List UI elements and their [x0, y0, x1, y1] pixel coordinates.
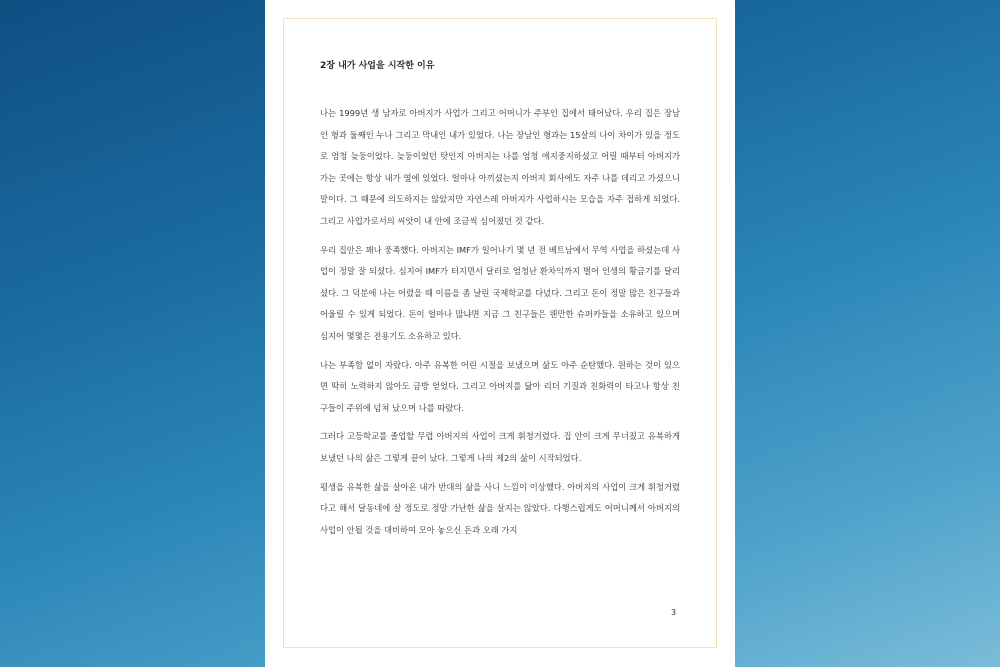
- body-text: [320, 103, 680, 548]
- chapter-title: 2장 내가 사업을 시작한 이유: [320, 61, 435, 71]
- page-number: 3: [671, 608, 677, 617]
- document-page: [265, 0, 735, 667]
- paragraph: 평생을 유복한 삶을 살아온 내가 반대의 삶을 사니 느낌이 이상했다. 아버지의 사업이 크게 휘청거렸다고 해서 달동네에 살 정도로 정말 가난한 삶을 살지는 않았다. 다행스럽게도 어머니께서 아버지의 사업이 안될 것을 대비하여 모아 놓으신 돈과 오래 가지: [320, 481, 680, 535]
- paragraph: 우리 집안은 꽤나 풍족했다. 아버지는 IMF가 일어나기 몇 년 전 베트남에서 무역 사업을 하셨는데 사업이 정말 잘 되셨다. 심지어 IMF가 터지면서 달러로 엄청난 환차익까지 벌어 인생의 황금기를 달리셨다. 그 덕분에 나는 어렸을 때 이름을 좀 날린 국제학교를 다녔다. 그리고 돈이 정말 많은 친구들과 어울릴 수 있게 되었다. 돈이 얼마나 많냐면 지금 그 친구들은 웬만한 슈퍼카들을 소유하고 있으며 심지어 몇몇은 전용기도 소유하고 있다.: [320, 244, 680, 341]
- paragraph: 나는 1999년 생 남자로 아버지가 사업가 그리고 어머니가 주부인 집에서 태어났다. 우리 집은 장남인 형과 둘째인 누나 그리고 막내인 내가 있었다. 나는 장남인 형과는 15살의 나이 차이가 있을 정도로 엄청 늦둥이었다. 늦둥이었던 탓인지 아버지는 나를 엄청 애지중지하셨고 어릴 때부터 아버지가 가는 곳에는 항상 내가 옆에 있었다. 얼마나 아끼셨는지 아버지 회사에도 자주 나를 데리고 가셨으니 말이다. 그 때문에 의도하지는 않았지만 자연스레 아버지가 사업하시는 모습을 자주 접하게 되었다. 그리고 사업가로서의 씨앗이 내 안에 조금씩 심어졌던 것 같다.: [320, 108, 680, 226]
- paragraph: 그러다 고등학교를 졸업할 무렵 아버지의 사업이 크게 휘청거렸다. 집 안이 크게 무너졌고 유복하게 보냈던 나의 삶은 그렇게 끝이 났다. 그렇게 나의 제2의 삶이 시작되었다.: [320, 431, 680, 463]
- paragraph: 나는 부족함 없이 자랐다. 아주 유복한 어린 시절을 보냈으며 삶도 아주 순탄했다. 원하는 것이 있으면 딱히 노력하지 않아도 금방 얻었다. 그리고 아버지를 닮아 리더 기질과 친화력이 타고나 항상 친구들이 주위에 넘쳐 났으며 나를 따랐다.: [320, 359, 680, 413]
